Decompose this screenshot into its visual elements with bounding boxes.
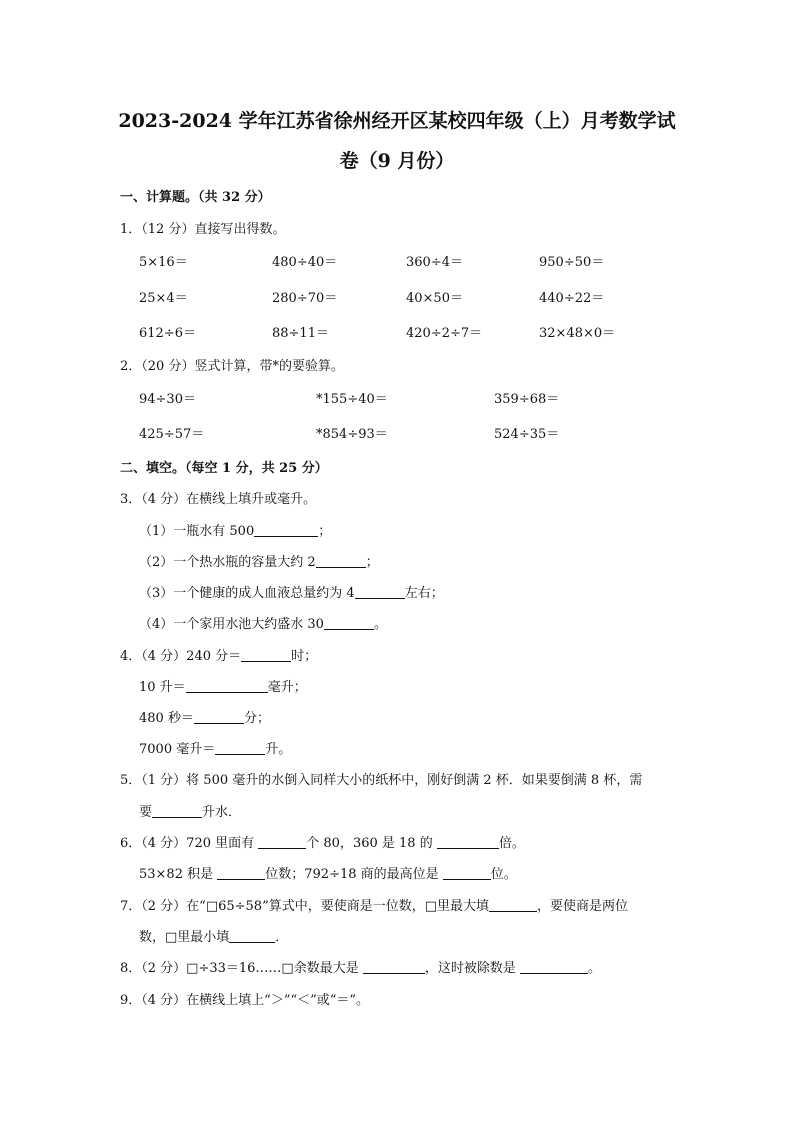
page-title-line-1: 2023-2024 学年江苏省徐州经开区某校四年级（上）月考数学试 (118, 110, 676, 132)
question-4-line-2: 10 升＝ 毫升； (139, 680, 307, 695)
answer-blank[interactable] (194, 710, 244, 724)
q2-item: *854÷93＝ (316, 427, 388, 442)
answer-blank[interactable] (437, 835, 499, 849)
question-7-line-1: 7．（2 分）在“□65÷58”算式中，要使商是一位数，□里最大填 ，要使商是两位 (120, 899, 629, 914)
question-4-line-4: 7000 毫升＝ 升。 (139, 742, 292, 757)
question-2-prompt: 2．（20 分）竖式计算，带*的要验算。 (120, 359, 344, 374)
question-5-line-2: 要 升水． (139, 805, 242, 820)
answer-blank[interactable] (217, 866, 265, 880)
answer-blank[interactable] (316, 554, 366, 568)
q1-item: 950÷50＝ (539, 255, 605, 270)
question-4-line-1: 4．（4 分）240 分＝ 时； (120, 649, 318, 664)
question-8: 8．（2 分）□÷33＝16……□余数最大是 ，这时被除数是 。 (120, 961, 602, 976)
q1-item: 480÷40＝ (272, 255, 338, 270)
answer-blank[interactable] (258, 835, 306, 849)
answer-blank[interactable] (215, 741, 265, 755)
answer-blank[interactable] (443, 866, 491, 880)
section-2-heading: 二、填空。（每空 1 分，共 25 分） (120, 461, 328, 476)
q1-item: 32×48×0＝ (539, 326, 616, 341)
q1-item: 280÷70＝ (272, 291, 338, 306)
answer-blank[interactable] (489, 898, 537, 912)
q2-item: 425÷57＝ (139, 427, 205, 442)
question-1-prompt: 1．（12 分）直接写出得数。 (120, 222, 286, 237)
question-7-line-2: 数，□里最小填 ． (139, 930, 289, 945)
question-6-line-1: 6．（4 分）720 里面有 个 80，360 是 18 的 倍。 (120, 836, 525, 851)
answer-blank[interactable] (363, 960, 425, 974)
q1-item: 25×4＝ (139, 291, 188, 306)
answer-blank[interactable] (355, 585, 405, 599)
answer-blank[interactable] (520, 960, 588, 974)
page-title-line-2: 卷（9 月份） (339, 150, 455, 172)
q1-item: 612÷6＝ (139, 326, 196, 341)
q1-item: 88÷11＝ (272, 326, 329, 341)
section-1-heading: 一、计算题。（共 32 分） (120, 190, 271, 205)
question-5-line-1: 5．（1 分）将 500 毫升的水倒入同样大小的纸杯中，刚好倒满 2 杯．如果要倒满 8 杯，需 (120, 773, 643, 788)
q2-item: *155÷40＝ (316, 392, 388, 407)
answer-blank[interactable] (152, 804, 202, 818)
question-3-item-4: （4）一个家用水池大约盛水 30 。 (139, 617, 387, 632)
answer-blank[interactable] (241, 648, 291, 662)
q1-item: 440÷22＝ (539, 291, 605, 306)
question-3-item-3: （3）一个健康的成人血液总量约为 4 左右； (139, 586, 444, 601)
q1-item: 5×16＝ (139, 255, 188, 270)
question-9-prompt: 9．（4 分）在横线上填上“＞”“＜”或“＝”。 (120, 993, 370, 1008)
question-3-item-1: （1）一瓶水有 500 ； (139, 524, 332, 539)
answer-blank[interactable] (186, 679, 268, 693)
question-6-line-2: 53×82 积是 位数；792÷18 商的最高位是 位。 (139, 867, 517, 882)
answer-blank[interactable] (229, 929, 275, 943)
answer-blank[interactable] (254, 523, 318, 537)
q1-item: 40×50＝ (406, 291, 463, 306)
q2-item: 94÷30＝ (139, 392, 196, 407)
answer-blank[interactable] (324, 616, 374, 630)
q2-item: 359÷68＝ (494, 392, 560, 407)
q1-item: 360÷4＝ (406, 255, 463, 270)
question-3-item-2: （2）一个热水瓶的容量大约 2 ； (139, 555, 379, 570)
q2-item: 524÷35＝ (494, 427, 560, 442)
question-4-line-3: 480 秒＝ 分； (139, 711, 270, 726)
question-3-prompt: 3．（4 分）在横线上填升或毫升。 (120, 492, 317, 507)
q1-item: 420÷2÷7＝ (406, 326, 483, 341)
